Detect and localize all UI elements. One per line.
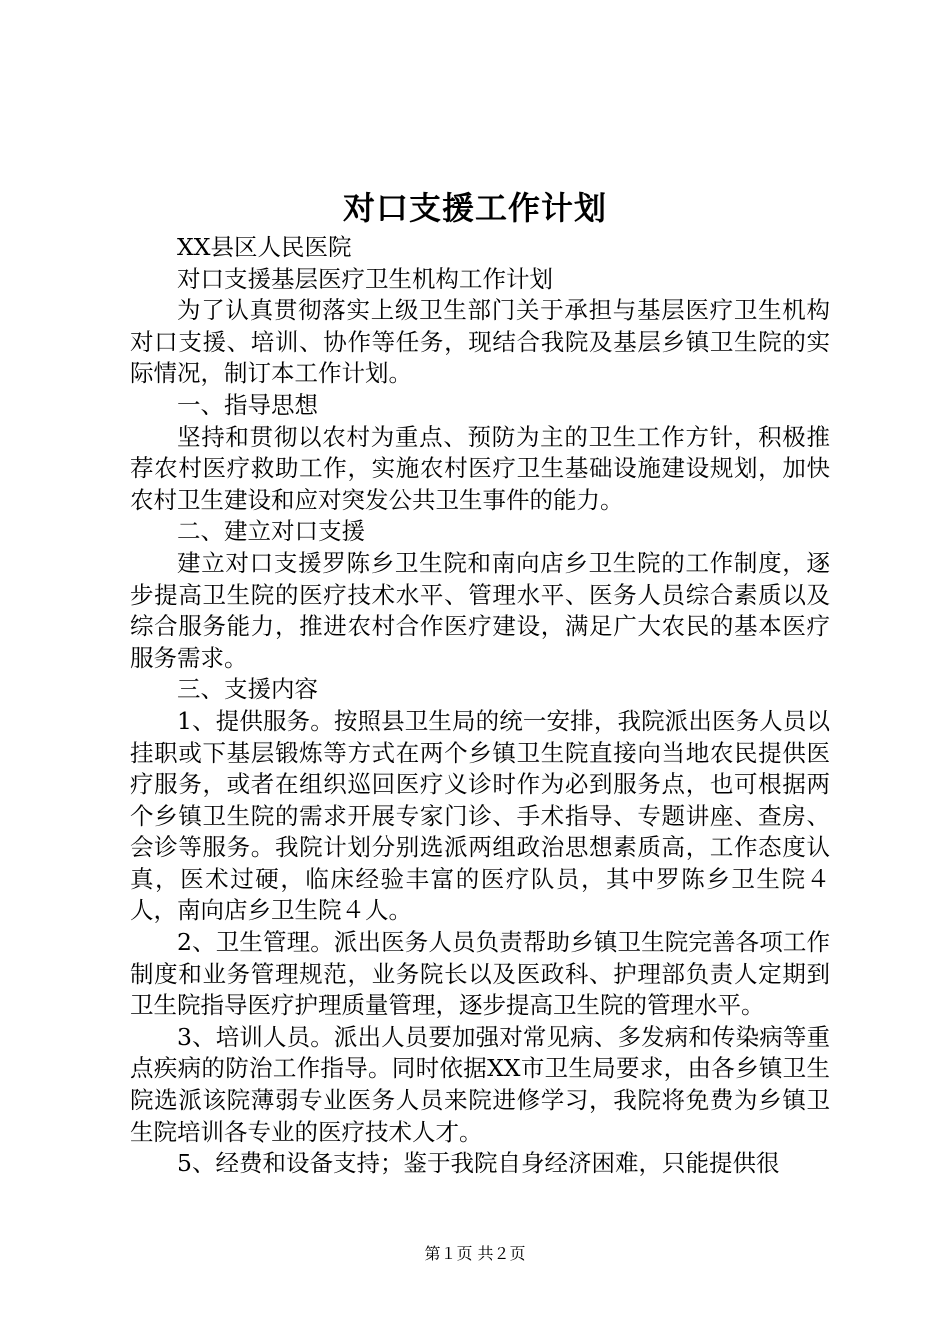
- document-title: 对口支援工作计划: [342, 189, 607, 227]
- section-heading-guiding-ideology: 一、指导思想: [177, 390, 318, 419]
- paragraph-training: 3、培训人员。派出人员要加强对常见病、多发病和传染病等重点疾病的防治工作指导。同时依据XX市卫生局要求，由各乡镇卫生院选派该院薄弱专业医务人员来院进修学习，我院将免费为乡镇卫生院培训各专业的医疗技术人才。: [130, 1022, 830, 1146]
- paragraph-plan-subtitle: 对口支援基层医疗卫生机构工作计划: [177, 264, 553, 293]
- paragraph-provide-services: 1、提供服务。按照县卫生局的统一安排，我院派出医务人员以挂职或下基层锻炼等方式在两个乡镇卫生院直接向当地农民提供医疗服务，或者在组织巡回医疗义诊时作为必到服务点，也可根据两个乡镇卫生院的需求开展专家门诊、手术指导、专题讲座、查房、会诊等服务。我院计划分别选派两组政治思想素质高，工作态度认真，医术过硬，临床经验丰富的医疗队员，其中罗陈乡卫生院４人，南向店乡卫生院４人。: [130, 706, 830, 925]
- paragraph-hospital-name: XX县区人民医院: [177, 233, 352, 261]
- page-footer: 第１页 共２页: [424, 1244, 526, 1263]
- paragraph-intro: 为了认真贯彻落实上级卫生部门关于承担与基层医疗卫生机构对口支援、培训、协作等任务，现结合我院及基层乡镇卫生院的实际情况，制订本工作计划。: [130, 296, 830, 388]
- section-heading-establish-support: 二、建立对口支援: [177, 517, 365, 546]
- section-heading-support-content: 三、支援内容: [177, 675, 318, 704]
- document-body: [130, 232, 830, 1180]
- paragraph-funding-equipment: 5、经费和设备支持；鉴于我院自身经济困难，只能提供很: [177, 1149, 780, 1178]
- paragraph-guiding-ideology: 坚持和贯彻以农村为重点、预防为主的卫生工作方针，积极推荐农村医疗救助工作，实施农村医疗卫生基础设施建设规划，加快农村卫生建设和应对突发公共卫生事件的能力。: [130, 422, 830, 514]
- paragraph-establish-support: 建立对口支援罗陈乡卫生院和南向店乡卫生院的工作制度，逐步提高卫生院的医疗技术水平、管理水平、医务人员综合素质以及综合服务能力，推进农村合作医疗建设，满足广大农民的基本医疗服务需求。: [130, 548, 830, 672]
- paragraph-health-management: 2、卫生管理。派出医务人员负责帮助乡镇卫生院完善各项工作制度和业务管理规范，业务院长以及医政科、护理部负责人定期到卫生院指导医疗护理质量管理，逐步提高卫生院的管理水平。: [130, 928, 830, 1020]
